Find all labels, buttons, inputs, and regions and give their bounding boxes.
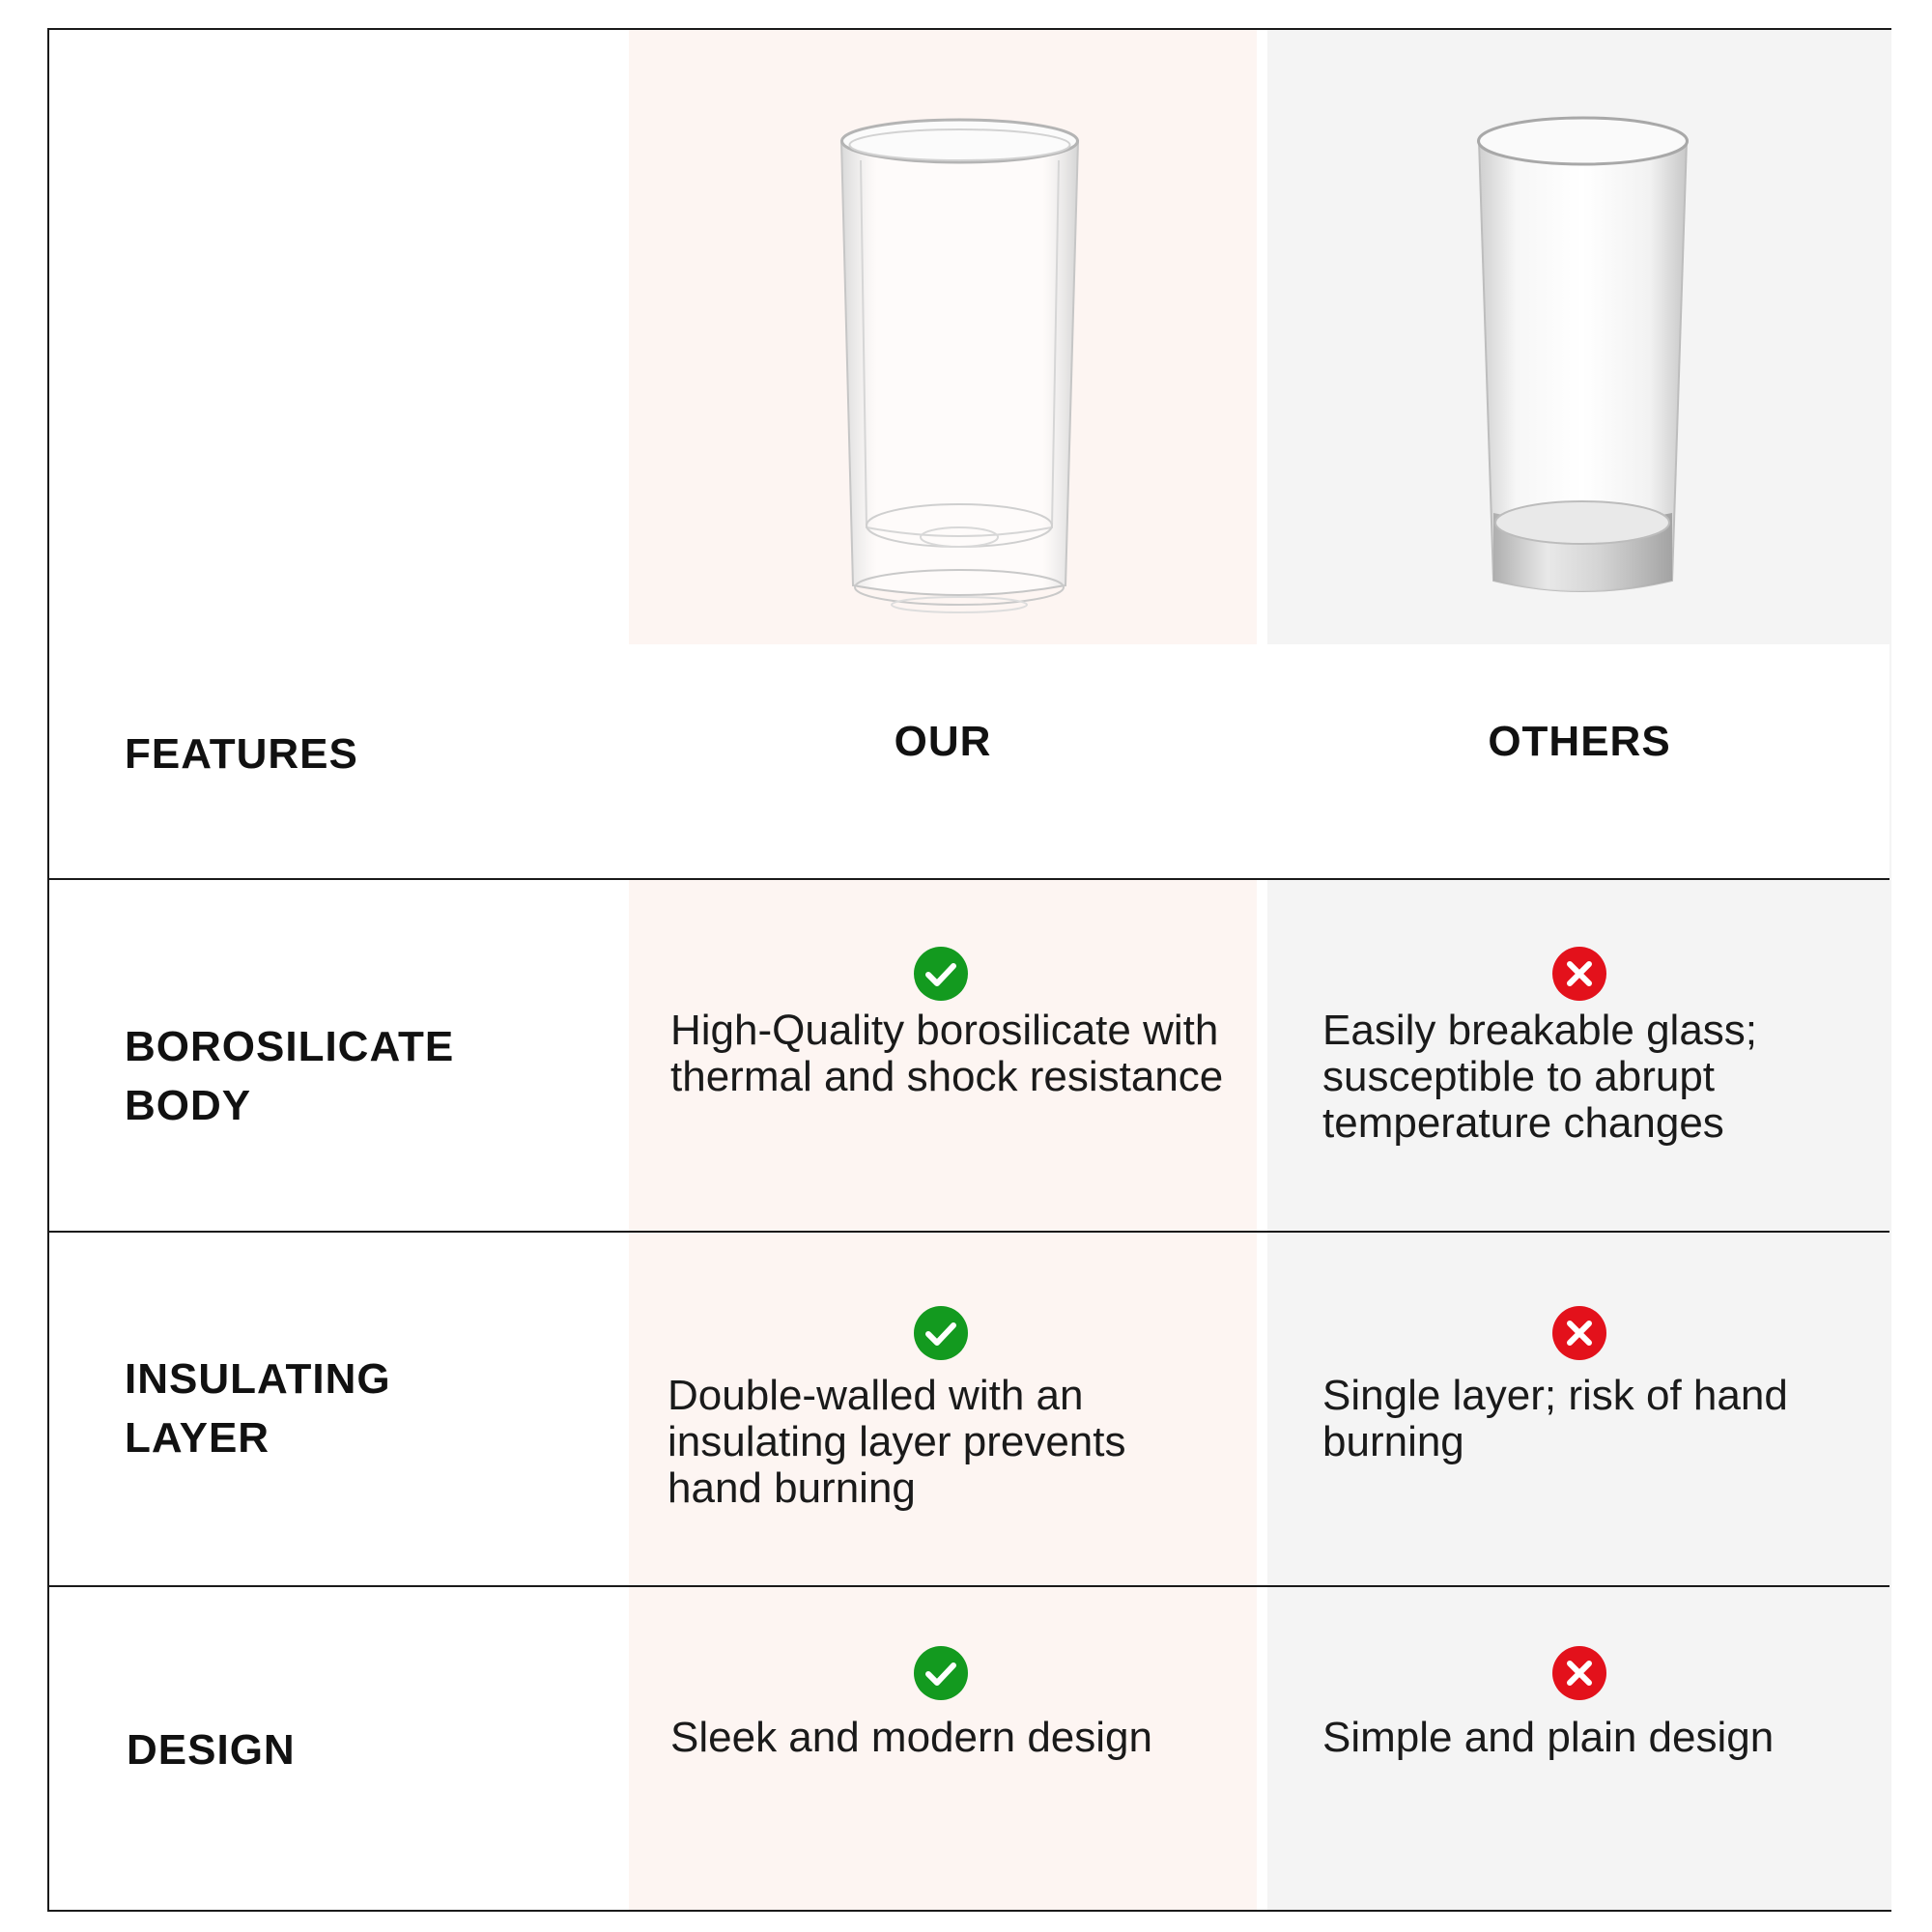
others-design-text: Simple and plain design xyxy=(1322,1714,1775,1761)
our-insulating-text: Double-walled with an insulating layer prevents hand burning xyxy=(668,1372,1126,1512)
cross-icon xyxy=(1551,1305,1607,1361)
feature-label-design: DESIGN xyxy=(127,1726,296,1774)
double-wall-glass-image xyxy=(822,102,1097,624)
row-divider xyxy=(49,1585,1889,1587)
single-wall-glass-image xyxy=(1464,98,1701,619)
others-insulating-text: Single layer; risk of hand burning xyxy=(1322,1372,1788,1465)
cross-icon xyxy=(1551,946,1607,1002)
feature-label-insulating-layer: INSULATING LAYER xyxy=(125,1355,391,1462)
others-header: OTHERS xyxy=(1488,718,1671,765)
check-icon xyxy=(913,946,969,1002)
row-divider xyxy=(49,878,1889,880)
row-divider xyxy=(49,1231,1889,1233)
our-borosilicate-text: High-Quality borosilicate with thermal and shock resistance xyxy=(670,1007,1224,1100)
our-design-text: Sleek and modern design xyxy=(670,1714,1152,1761)
our-header: OUR xyxy=(894,718,992,765)
feature-label-borosilicate-body: BOROSILICATE BODY xyxy=(125,1023,455,1129)
others-borosilicate-text: Easily breakable glass; susceptible to abrupt temperature changes xyxy=(1322,1007,1758,1147)
comparison-table xyxy=(47,28,1891,1912)
check-icon xyxy=(913,1305,969,1361)
features-header: FEATURES xyxy=(125,730,358,778)
check-icon xyxy=(913,1645,969,1701)
cross-icon xyxy=(1551,1645,1607,1701)
